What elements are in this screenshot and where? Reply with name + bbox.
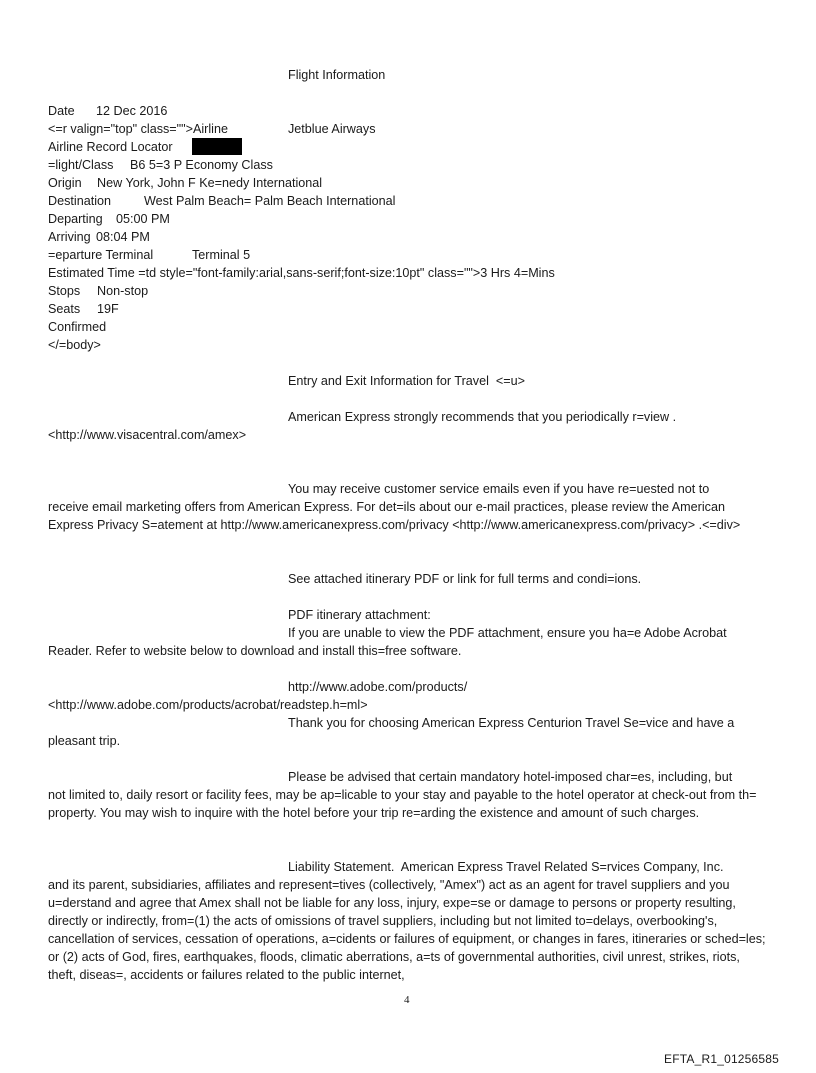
destination-value: West Palm Beach= Palm Beach International bbox=[144, 194, 396, 208]
seats-label: Seats bbox=[48, 302, 81, 316]
flight-class-label: =light/Class bbox=[48, 158, 114, 172]
stops-value: Non-stop bbox=[97, 284, 149, 298]
airline-value: Jetblue Airways bbox=[288, 122, 376, 136]
date-value: 12 Dec 2016 bbox=[96, 104, 168, 118]
liability-first-line: Liability Statement. American Express Travel Related S=rvices Company, Inc. bbox=[288, 860, 724, 874]
hotel-fees-body: not limited to, daily resort or facility fees, may be ap=licable to your stay and payable to the hotel operator at check-out from th= property. You may wish to inquire with the hotel before your trip re=arding the existence and amount of such charges. bbox=[48, 788, 757, 820]
document-id-footer: EFTA_R1_01256585 bbox=[664, 1052, 780, 1066]
hotel-fees-first-line: Please be advised that certain mandatory hotel-imposed char=es, including, but bbox=[288, 770, 733, 784]
departing-label: Departing bbox=[48, 212, 103, 226]
origin-value: New York, John F Ke=nedy International bbox=[97, 176, 323, 190]
recommend-text: American Express strongly recommends that you periodically r=view . bbox=[288, 410, 677, 424]
airline-label: <=r valign="top" class="">Airline bbox=[48, 122, 228, 136]
page-number: 4 bbox=[404, 994, 410, 1006]
liability-body: and its parent, subsidiaries, affiliates and represent=tives (collectively, "Amex") act as an agent for travel suppliers and you u=derstand and agree that Amex shall not be liable for any loss, injury, expe=se or damage to persons or property resulting, directly or indirectly, from=(1) the acts of omissions of travel suppliers, including but not limited to=delays, overbooking's, cancellation of services, cessation of operations, a=cidents or failures of equipment, or changes in fares, itineraries or sched=les; or (2) acts of God, fires, earthquakes, floods, climatic aberrations, a=ts of governmental authorities, civil unrest, strikes, riots, theft, diseas=, accidents or failures related to the public internet, bbox=[48, 878, 766, 982]
pdf-attachment-label: PDF itinerary attachment: bbox=[288, 608, 431, 622]
attached-itinerary-note: See attached itinerary PDF or link for full terms and condi=ions. bbox=[288, 572, 642, 586]
thanks-second-line: pleasant trip. bbox=[48, 734, 121, 748]
thanks-first-line: Thank you for choosing American Express Centurion Travel Se=vice and have a bbox=[288, 716, 735, 730]
record-locator-label: Airline Record Locator bbox=[48, 140, 173, 154]
terminal-value: Terminal 5 bbox=[192, 248, 251, 262]
email-notice-body: receive email marketing offers from American Express. For det=ils about our e-mail practices, please review the American Express Privacy S=atement at http://www.americanexpress.com/privacy <http://www.americanexpress.com/privacy> .<=div> bbox=[48, 500, 741, 532]
adobe-link-second[interactable]: <http://www.adobe.com/products/acrobat/readstep.h=ml> bbox=[48, 698, 368, 712]
visa-central-link[interactable]: <http://www.visacentral.com/amex> bbox=[48, 428, 247, 442]
seats-value: 19F bbox=[97, 302, 119, 316]
email-notice-first-line: You may receive customer service emails even if you have re=uested not to bbox=[288, 482, 710, 496]
origin-label: Origin bbox=[48, 176, 82, 190]
entry-exit-heading: Entry and Exit Information for Travel <=u> bbox=[288, 374, 525, 388]
adobe-link-first[interactable]: http://www.adobe.com/products/ bbox=[288, 680, 468, 694]
estimated-time: Estimated Time =td style="font-family:arial,sans-serif;font-size:10pt" class="">3 Hrs 4=Mins bbox=[48, 266, 555, 280]
body-close-tag: </=body> bbox=[48, 338, 101, 352]
terminal-label: =eparture Terminal bbox=[48, 248, 154, 262]
date-label: Date bbox=[48, 104, 75, 118]
arriving-label: Arriving bbox=[48, 230, 91, 244]
arriving-value: 08:04 PM bbox=[96, 230, 150, 244]
destination-label: Destination bbox=[48, 194, 112, 208]
stops-label: Stops bbox=[48, 284, 81, 298]
flight-heading: Flight Information bbox=[288, 68, 386, 82]
flight-class-value: B6 5=3 P Economy Class bbox=[130, 158, 273, 172]
redaction-box bbox=[192, 138, 242, 155]
departing-value: 05:00 PM bbox=[116, 212, 170, 226]
pdf-note-second-line: Reader. Refer to website below to download and install this=free software. bbox=[48, 644, 462, 658]
pdf-note-first-line: If you are unable to view the PDF attachment, ensure you ha=e Adobe Acrobat bbox=[288, 626, 727, 640]
confirmed-status: Confirmed bbox=[48, 320, 107, 334]
